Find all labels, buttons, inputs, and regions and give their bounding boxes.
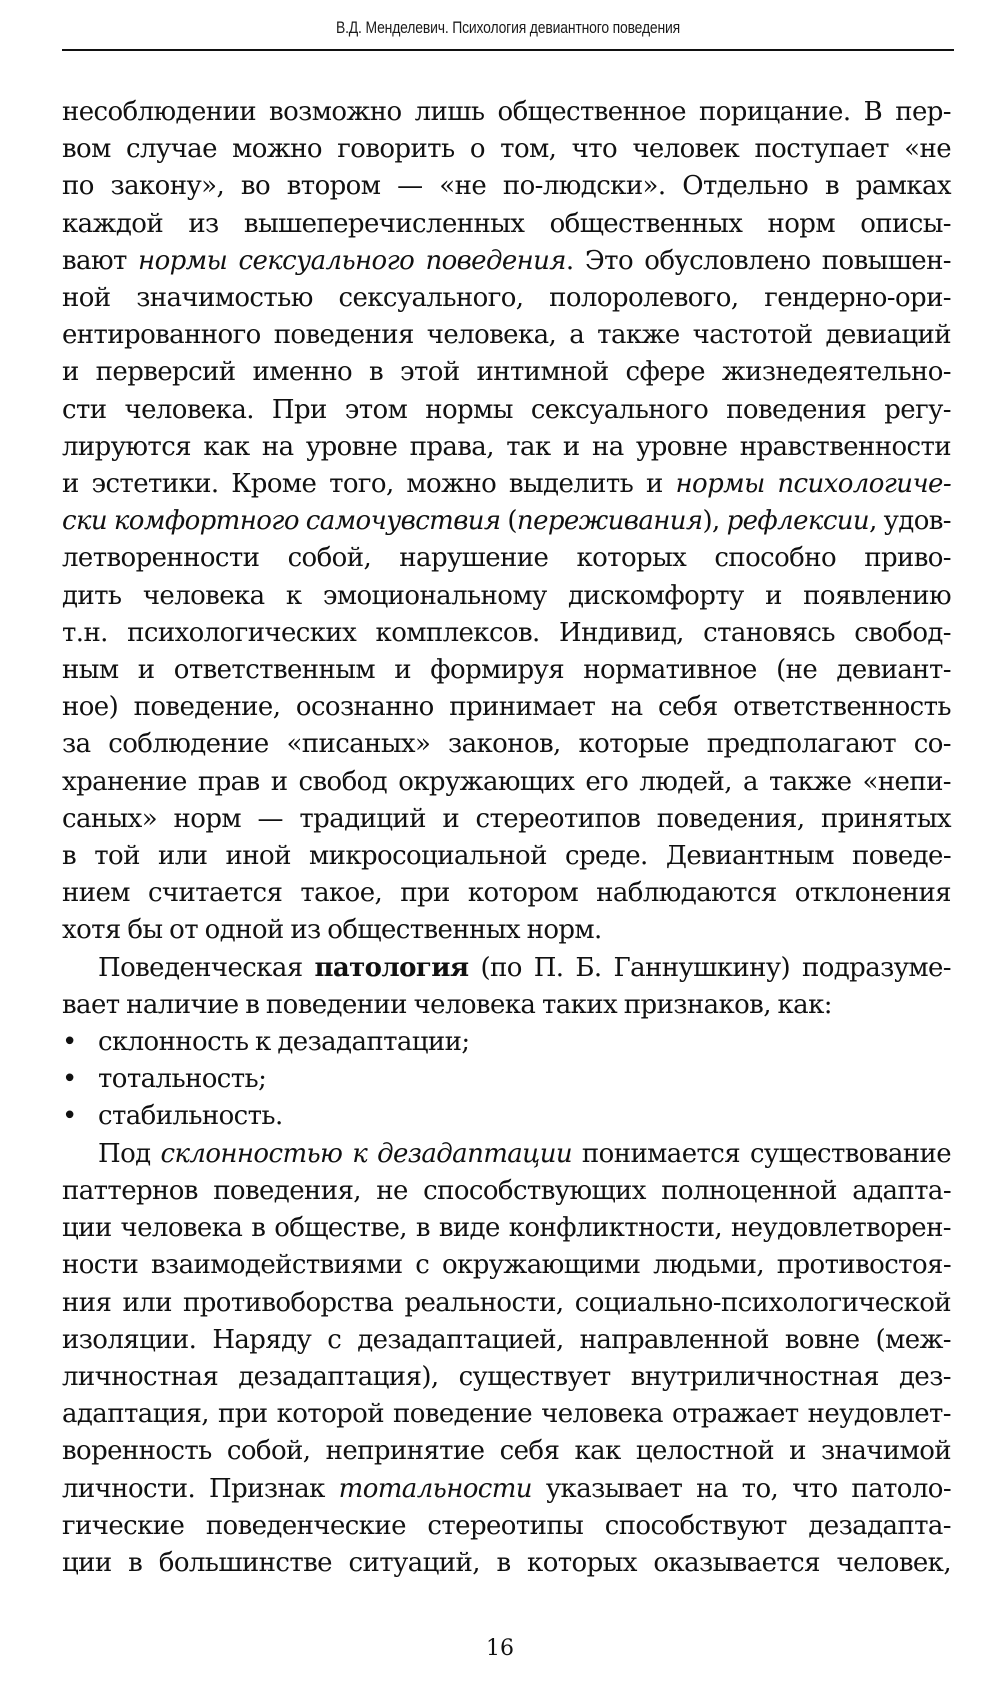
- paragraph-1-line-11: [62, 466, 951, 503]
- bullet-icon: •: [62, 1027, 77, 1058]
- bold-pathology: патология: [314, 952, 469, 983]
- text-run: ),: [702, 506, 727, 537]
- list-item: [62, 1024, 951, 1061]
- paragraph-3-line-12: ции в большинстве ситуаций, в которых оказывается человек,: [62, 1547, 951, 1578]
- list-item-text: тотальность;: [98, 1064, 267, 1095]
- paragraph-1-line-7: ентированного поведения человека, а также частотой девиаций: [62, 320, 951, 351]
- emphasis-experience: переживания: [516, 506, 703, 537]
- paragraph-3-line-4: ности взаимодействиями с окружающими людьми, противостоя-: [62, 1250, 951, 1281]
- text-run: Поведенческая: [98, 952, 315, 983]
- list-item: [62, 1061, 951, 1098]
- paragraph-1-line-5: [62, 243, 951, 280]
- emphasis-sexual-norms: нормы сексуального поведения: [138, 245, 566, 276]
- bullet-icon: •: [62, 1064, 77, 1095]
- paragraph-3-line-11: гические поведенческие стереотипы способствуют дезадапта-: [62, 1510, 951, 1541]
- text-run: и эстетики. Кроме того, можно выделить и: [62, 469, 676, 500]
- paragraph-3-line-9: воренность собой, непринятие себя как целостной и значимой: [62, 1436, 951, 1467]
- emphasis-maladaptation: склонностью к дезадаптации: [160, 1138, 572, 1169]
- paragraph-1-line-12: [62, 503, 951, 540]
- paragraph-1-line-10: лируются как на уровне права, так и на уровне нравственности: [62, 431, 951, 462]
- paragraph-1-line-8: и перверсий именно в этой интимной сфере жизнедеятельно-: [62, 357, 951, 388]
- list-item-text: склонность к дезадаптации;: [98, 1027, 470, 1058]
- text-run: понимается существование: [572, 1138, 952, 1169]
- text-run: (по П. Б. Ганнушкину) подразуме-: [468, 952, 951, 983]
- text-run: указывает на то, что патоло-: [531, 1473, 951, 1504]
- paragraph-3-line-2: паттернов поведения, не способствующих полноценной адапта-: [62, 1175, 951, 1206]
- paragraph-1-line-3: по закону», во втором — «не по-людски». Отдельно в рамках: [62, 171, 951, 202]
- paragraph-3-line-5: ния или противоборства реальности, социально-психологической: [62, 1287, 951, 1318]
- paragraph-1-line-14: дить человека к эмоциональному дискомфорту и появлению: [62, 580, 951, 611]
- emphasis-reflection: рефлексии: [726, 506, 870, 537]
- list-item: [62, 1098, 951, 1135]
- text-run: Под: [98, 1138, 161, 1169]
- text-run: личности. Признак: [62, 1473, 339, 1504]
- paragraph-1-line-2: вом случае можно говорить о том, что человек поступает «не: [62, 134, 951, 165]
- bullet-icon: •: [62, 1101, 77, 1132]
- paragraph-1-line-13: летворенности собой, нарушение которых способно приво-: [62, 543, 951, 574]
- paragraph-1-line-1: несоблюдении возможно лишь общественное порицание. В пер-: [62, 97, 951, 127]
- emphasis-psych-norms: нормы психологиче-: [675, 469, 951, 500]
- running-header: В.Д. Менделевич. Психология девиантного поведения: [335, 18, 681, 37]
- list-item-text: стабильность.: [98, 1101, 283, 1132]
- paragraph-2-line-2: вает наличие в поведении человека таких признаков, как:: [62, 989, 832, 1020]
- emphasis-totality: тотальности: [338, 1473, 532, 1504]
- paragraph-2-line-1: [62, 950, 951, 987]
- paragraph-3-line-3: ции человека в обществе, в виде конфликтности, неудовлетворен-: [62, 1213, 951, 1244]
- text-run: (: [500, 506, 517, 537]
- paragraph-1-line-19: хранение прав и свобод окружающих его людей, а также «непи-: [62, 766, 951, 797]
- paragraph-3-line-10: [62, 1471, 951, 1508]
- paragraph-1-line-4: каждой из вышеперечисленных общественных норм описы-: [62, 208, 951, 239]
- text-run: . Это обусловлено повышен-: [565, 245, 951, 276]
- body-text: [62, 94, 951, 1582]
- paragraph-1-line-18: за соблюдение «писаных» законов, которые предполагают со-: [62, 729, 951, 760]
- paragraph-1-line-9: сти человека. При этом нормы сексуального поведения регу-: [62, 394, 951, 425]
- paragraph-3-line-6: изоляции. Наряду с дезадаптацией, направленной вовне (меж-: [62, 1324, 951, 1355]
- text-run: вают: [62, 245, 139, 276]
- paragraph-1-line-6: ной значимостью сексуального, полоролевого, гендерно-ори-: [62, 283, 951, 314]
- paragraph-1-line-20: саных» норм — традиций и стереотипов поведения, принятых: [62, 803, 951, 834]
- page-number: 16: [486, 1636, 514, 1661]
- header-rule: [62, 49, 954, 51]
- paragraph-1-line-16: ным и ответственным и формируя нормативное (не девиант-: [62, 655, 951, 686]
- paragraph-1-line-21: в той или иной микросоциальной среде. Девиантным поведе-: [62, 841, 951, 872]
- text-run: , удов-: [869, 506, 951, 537]
- paragraph-3-line-1: [62, 1136, 951, 1173]
- paragraph-1-line-23: хотя бы от одной из общественных норм.: [62, 915, 602, 946]
- paragraph-1-line-15: т.н. психологических комплексов. Индивид, становясь свобод-: [62, 617, 951, 648]
- emphasis-comfort: ски комфортного самочувствия: [62, 506, 501, 537]
- paragraph-1-line-22: нием считается такое, при котором наблюдаются отклонения: [62, 878, 951, 909]
- bullet-list: [62, 1024, 951, 1136]
- paragraph-3-line-7: личностная дезадаптация), существует внутриличностная дез-: [62, 1361, 951, 1392]
- paragraph-1-line-17: ное) поведение, осознанно принимает на себя ответственность: [62, 692, 951, 723]
- paragraph-3-line-8: адаптация, при которой поведение человека отражает неудовлет-: [62, 1399, 951, 1430]
